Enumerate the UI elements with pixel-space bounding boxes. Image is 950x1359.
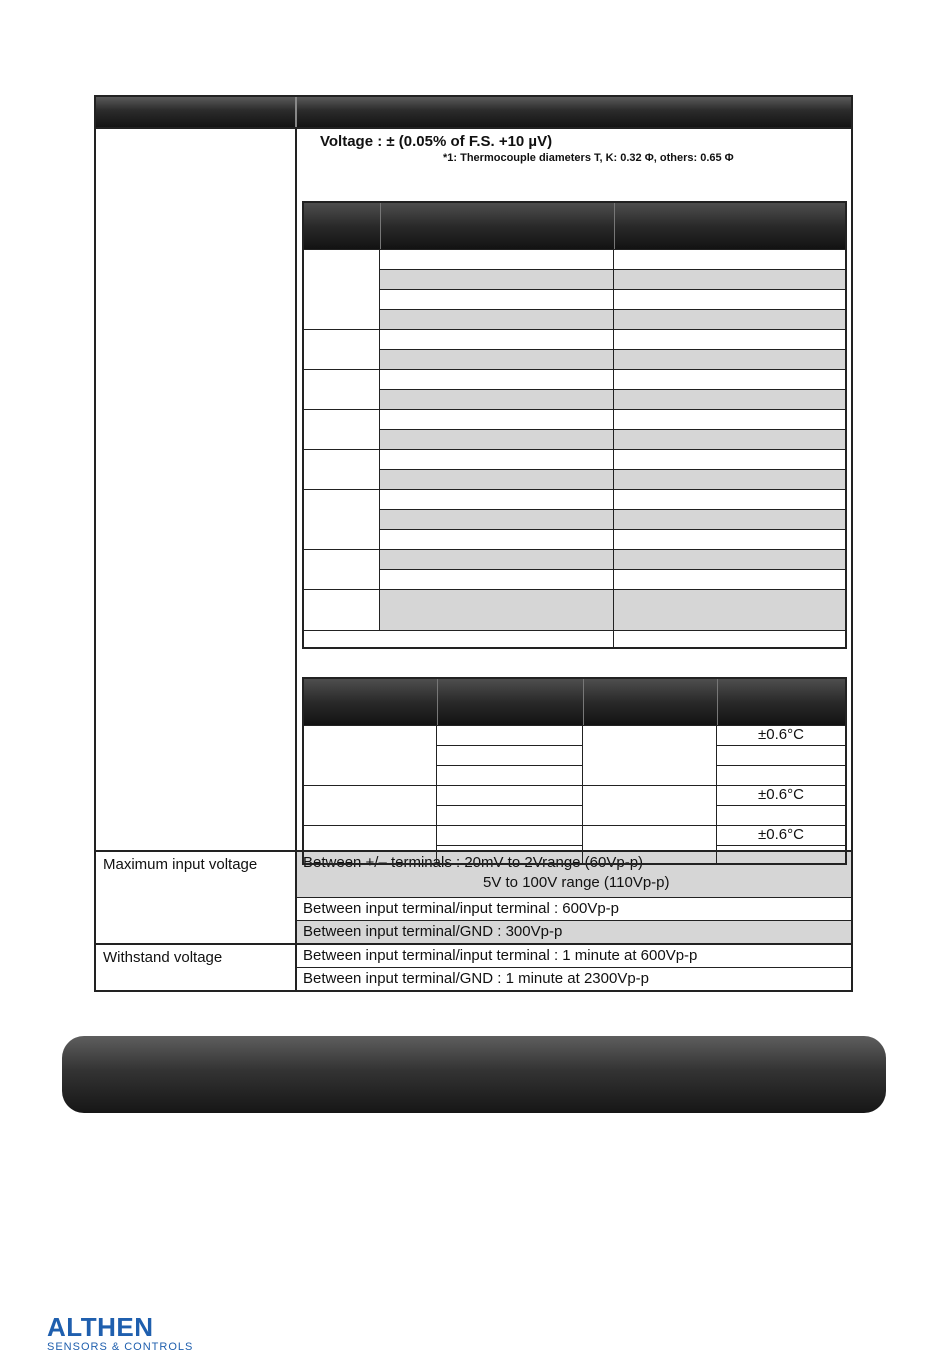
rtd-accuracy-value: ±0.6°C: [717, 825, 845, 845]
withstand-input-gnd: Between input terminal/GND : 1 minute at 2300Vp-p: [297, 967, 851, 990]
accuracy-row: [96, 127, 851, 850]
voltage-accuracy: Voltage : ± (0.05% of F.S. +10 µV): [320, 133, 553, 150]
spec-table: [94, 95, 853, 992]
logo-name: ALTHEN: [47, 1312, 154, 1342]
thermocouple-table: [302, 201, 847, 649]
althen-logo: [47, 1313, 193, 1353]
rtd-table: [302, 677, 847, 865]
spec-table-header: [96, 97, 851, 127]
max-voltage-input-gnd: Between input terminal/GND : 300Vp-p: [297, 920, 851, 943]
withstand-voltage-row: [96, 943, 851, 990]
section-banner: [62, 1036, 886, 1113]
thermocouple-note: *1: Thermocouple diameters T, K: 0.32 Φ, others: 0.65 Φ: [443, 152, 734, 164]
withstand-voltage-label: Withstand voltage: [96, 945, 297, 990]
max-voltage-input-input: Between input terminal/input terminal : 600Vp-p: [297, 897, 851, 920]
max-voltage-range: 5V to 100V range (110Vp-p): [483, 874, 670, 891]
max-voltage-terminals: Between +/– terminals : 20mV to 2Vrange (60Vp-p): [303, 854, 644, 871]
rtd-accuracy-value: ±0.6°C: [717, 785, 845, 805]
max-input-voltage-label: Maximum input voltage: [96, 852, 297, 943]
withstand-input-input: Between input terminal/input terminal : 1 minute at 600Vp-p: [303, 947, 698, 964]
rtd-accuracy-value: ±0.6°C: [717, 725, 845, 745]
logo-tagline: SENSORS & CONTROLS: [47, 1341, 194, 1353]
